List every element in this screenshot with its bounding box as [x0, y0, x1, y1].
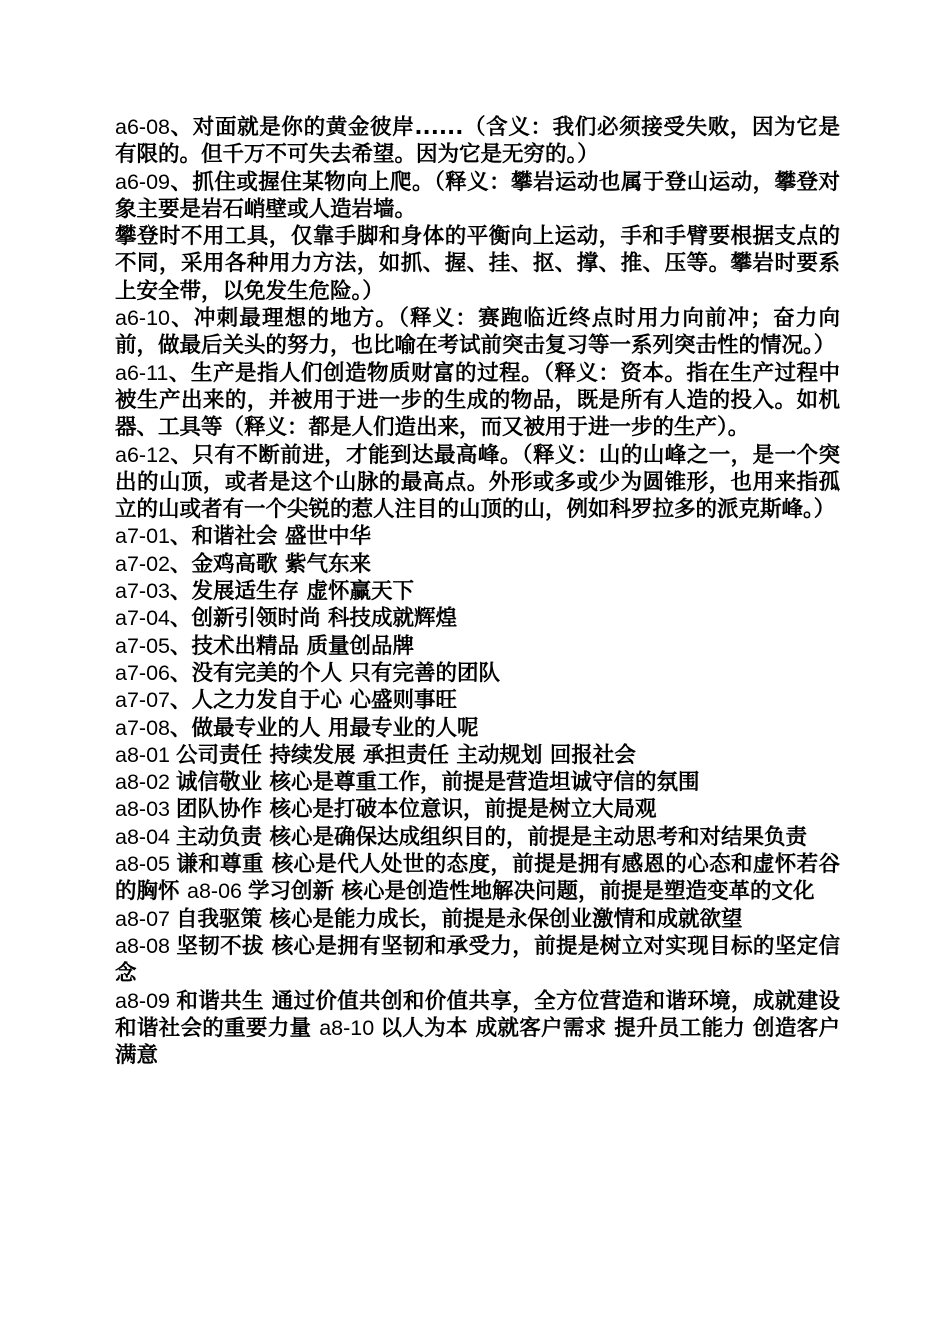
item-code: a7-08 — [115, 715, 170, 740]
paragraph-a6-11 — [115, 360, 840, 442]
item-text: 、抓住或握住某物向上爬。（释义：攀岩运动也属于登山运动，攀登对象主要是岩石峭壁或人造岩墙。 — [115, 169, 840, 222]
paragraph-a7-08 — [115, 715, 840, 742]
item-text-inline: 以人为本 成就客户需求 提升员工能力 创造客户满意 — [115, 1015, 840, 1069]
paragraph-a8-09-a8-10 — [115, 988, 840, 1070]
item-code: a7-01 — [115, 524, 170, 549]
item-text: 坚韧不拔 核心是拥有坚韧和承受力，前提是树立对实现目标的坚定信念 — [115, 933, 840, 987]
paragraph-a8-07 — [115, 906, 840, 933]
item-code: a8-02 — [115, 770, 176, 795]
item-text: 攀登时不用工具，仅靠手脚和身体的平衡向上运动，手和手臂要根据支点的不同，采用各种用力方法，如抓、握、挂、抠、撑、推、压等。攀岩时要系上安全带，以免发生危险。） — [115, 224, 840, 304]
item-text: 、对面就是你的黄金彼岸......（含义：我们必须接受失败，因为它是有限的。但千万不可失去希望。因为它是无穷的。） — [115, 115, 840, 168]
item-code: a6-11 — [115, 360, 169, 385]
paragraph-a6-08 — [115, 114, 840, 169]
item-text: 谦和尊重 核心是代人处世的态度，前提是拥有感恩的心态和虚怀若谷的胸怀 — [115, 852, 840, 905]
item-code: a6-09 — [115, 169, 170, 194]
document-body — [115, 114, 840, 1069]
item-text: 、技术出精品 质量创品牌 — [170, 633, 414, 659]
paragraph-a6-10 — [115, 305, 840, 360]
paragraph-a8-01 — [115, 742, 840, 769]
item-text: 诚信敬业 核心是尊重工作，前提是营造坦诚守信的氛围 — [175, 770, 700, 796]
item-code: a6-08 — [115, 115, 170, 139]
item-code: a7-04 — [115, 606, 170, 631]
item-code: a8-04 — [115, 824, 176, 849]
item-text: 、发展适生存 虚怀赢天下 — [170, 579, 414, 605]
paragraph-a7-01 — [115, 523, 840, 550]
item-text: 、生产是指人们创造物质财富的过程。（释义：资本。指在生产过程中被生产出来的，并被用于进一步的生成的物品，既是所有人造的投入。如机器、工具等（释义：都是人们造出来，而又被用于进一步的生产）。 — [115, 360, 840, 441]
paragraph-a6-09-continued — [115, 223, 840, 305]
item-text: 自我驱策 核心是能力成长，前提是永保创业激情和成就欲望 — [175, 906, 743, 932]
paragraph-a8-02 — [115, 769, 840, 796]
item-text: 公司责任 持续发展 承担责任 主动规划 回报社会 — [175, 742, 636, 768]
paragraph-a7-05 — [115, 633, 840, 660]
paragraph-a6-09 — [115, 169, 840, 224]
item-text: 团队协作 核心是打破本位意识，前提是树立大局观 — [175, 797, 657, 823]
paragraph-a8-04 — [115, 824, 840, 851]
paragraph-a7-06 — [115, 660, 840, 687]
item-code: a7-07 — [115, 688, 170, 713]
item-text: 、只有不断前进，才能到达最高峰。（释义：山的山峰之一，是一个突出的山顶，或者是这个山脉的最高点。外形或多或少为圆锥形，也用来指孤立的山或者有一个尖锐的惹人注目的山顶的山，例如科罗拉多的派克斯峰。） — [115, 442, 840, 523]
item-text: 、做最专业的人 用最专业的人呢 — [170, 715, 479, 741]
item-text: 、没有完美的个人 只有完善的团队 — [170, 660, 500, 686]
item-text: 和谐共生 通过价值共创和价值共享，全方位营造和谐环境，成就建设和谐社会的重要力量 — [115, 988, 840, 1041]
item-code: a8-09 — [115, 988, 177, 1013]
paragraph-a8-05-a8-06 — [115, 851, 840, 906]
item-text: 、冲刺最理想的地方。（释义：赛跑临近终点时用力向前冲；奋力向前，做最后关头的努力，也比喻在考试前突击复习等一系列突击性的情况。） — [115, 306, 840, 359]
item-code: a7-02 — [115, 551, 170, 576]
item-text-inline: 学习创新 核心是创造性地解决问题，前提是塑造变革的文化 — [247, 879, 815, 905]
item-text: 主动负责 核心是确保达成组织目的，前提是主动思考和对结果负责 — [175, 824, 807, 850]
item-code: a7-06 — [115, 660, 170, 685]
item-code: a7-05 — [115, 633, 170, 658]
paragraph-a7-07 — [115, 687, 840, 714]
item-code-inline: a8-10 — [319, 1015, 381, 1040]
item-code: a8-08 — [115, 933, 177, 958]
paragraph-a7-04 — [115, 605, 840, 632]
item-code: a8-05 — [115, 852, 177, 877]
paragraph-a8-03 — [115, 796, 840, 823]
item-code: a8-01 — [115, 742, 176, 767]
paragraph-a7-02 — [115, 551, 840, 578]
item-text: 、金鸡高歌 紫气东来 — [170, 551, 371, 577]
item-code: a7-03 — [115, 579, 170, 604]
item-code: a6-12 — [115, 442, 170, 467]
item-text: 、和谐社会 盛世中华 — [170, 524, 371, 550]
paragraph-a8-08 — [115, 933, 840, 988]
item-code: a8-03 — [115, 797, 176, 822]
item-text: 、创新引领时尚 科技成就辉煌 — [170, 606, 457, 632]
paragraph-a6-12 — [115, 442, 840, 524]
item-code: a6-10 — [115, 306, 170, 331]
item-code: a8-07 — [115, 906, 176, 931]
item-code-inline: a8-06 — [187, 879, 248, 904]
paragraph-a7-03 — [115, 578, 840, 605]
item-text: 、人之力发自于心 心盛则事旺 — [170, 688, 457, 714]
